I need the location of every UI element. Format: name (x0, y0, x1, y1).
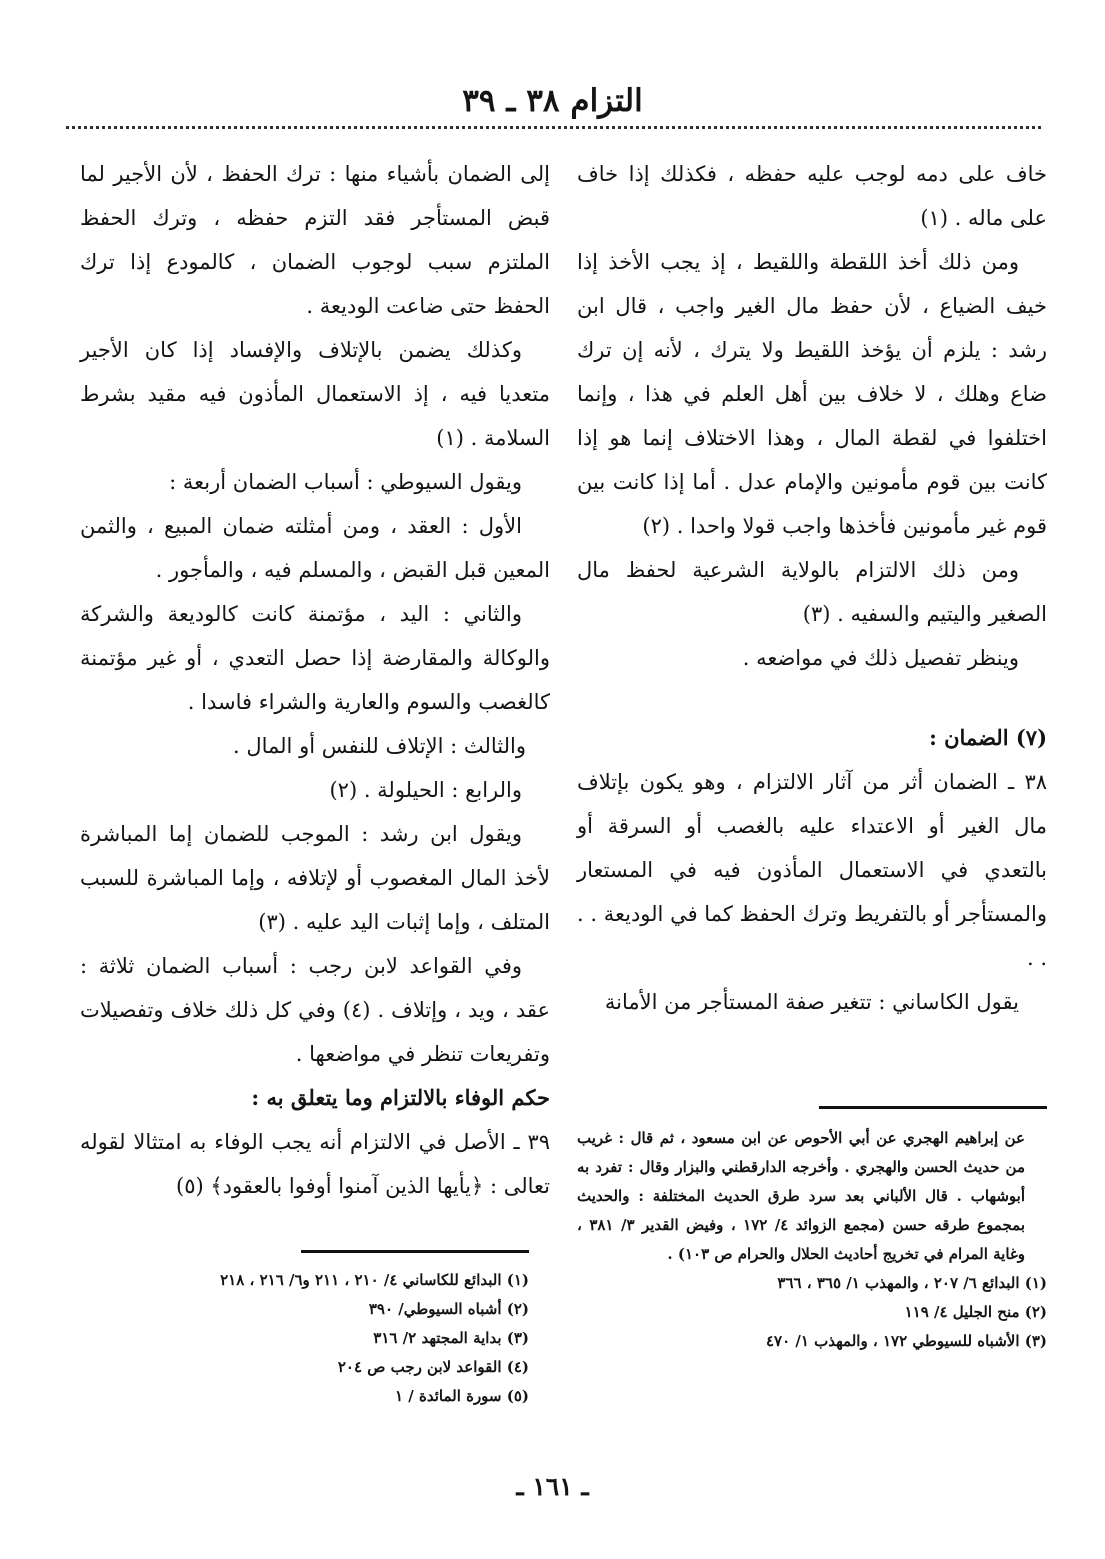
left-column (80, 152, 550, 1208)
paragraph: وكذلك يضمن بالإتلاف والإفساد إذا كان الأجير متعديا فيه ، إذ الاستعمال المأذون فيه مقيد بشرط السلامة . (١) (80, 338, 550, 450)
paragraph: خاف على دمه لوجب عليه حفظه ، فكذلك إذا خاف على ماله . (١) (577, 162, 1047, 230)
footnote: (٢) أشباه السيوطي/ ٣٩٠ (368, 1300, 529, 1318)
paragraph: الأول : العقد ، ومن أمثلته ضمان المبيع ، والثمن المعين قبل القبض ، والمسلم فيه ، والمأجور . (80, 514, 550, 582)
paragraph: والثاني : اليد ، مؤتمنة كانت كالوديعة والشركة والوكالة والمقارضة إذا حصل التعدي ، أو غير مؤتمنة كالغصب والسوم والعارية والشراء فاسدا . (80, 602, 550, 714)
footnote-continuation: عن إبراهيم الهجري عن أبي الأحوص عن ابن مسعود ، ثم قال : غريب من حديث الحسن والهجري . وأخرجه الدارقطني والبزار وقال : تفرد به أبوشهاب . قال الألباني بعد سرد طرق الحديث المختلفة : والحديث بمجموع طرقه حسن (مجمع الزوائد ٤/ ١٧٢ ، وفيض القدير ٣/ ٣٨١ ، وغاية المرام في تخريج أحاديث الحلال والحرام ص ١٠٣) . (577, 1129, 1025, 1263)
footnote: (١) البدائع ٦/ ٢٠٧ ، والمهذب ١/ ٣٦٥ ، ٣٦٦ (777, 1274, 1047, 1292)
footnote-divider (301, 1250, 529, 1253)
paragraph: وفي القواعد لابن رجب : أسباب الضمان ثلاثة : عقد ، ويد ، وإتلاف . (٤) وفي كل ذلك خلاف وتفصيلات وتفريعات تنظر في مواضعها . (80, 954, 551, 1066)
footnote: (٥) سورة المائدة / ١ (394, 1387, 529, 1405)
paragraph: وينظر تفصيل ذلك في مواضعه . (742, 646, 1019, 670)
page-number: ـ ١٦١ ـ (516, 1472, 589, 1501)
footnote: (٣) بداية المجتهد ٢/ ٣١٦ (373, 1329, 529, 1347)
paragraph: والرابع : الحيلولة . (٢) (329, 778, 522, 802)
paragraph: يقول الكاساني : تتغير صفة المستأجر من الأمانة (604, 990, 1019, 1014)
paragraph: إلى الضمان بأشياء منها : ترك الحفظ ، لأن الأجير لما قبض المستأجر فقد التزم حفظه ، وترك الحفظ الملتزم سبب لوجوب الضمان ، كالمودع إذا ترك الحفظ حتى ضاعت الوديعة . (80, 162, 550, 318)
footnote: (١) البدائع للكاساني ٤/ ٢١٠ ، ٢١١ و٦/ ٢١٦ ، ٢١٨ (220, 1271, 529, 1289)
paragraph: ٣٩ ـ الأصل في الالتزام أنه يجب الوفاء به امتثالا لقوله تعالى : ﴿يأيها الذين آمنوا أوفوا بالعقود﴾ (٥) (80, 1130, 550, 1198)
section-heading: (٧) الضمان : (929, 725, 1047, 750)
section-heading: حكم الوفاء بالالتزام وما يتعلق به : (251, 1085, 550, 1110)
paragraph: ٣٨ ـ الضمان أثر من آثار الالتزام ، وهو يكون بإتلاف مال الغير أو الاعتداء عليه بالغصب أو السرقة أو بالتعدي في الاستعمال المأذون فيه في المستعار والمستأجر أو بالتفريط وترك الحفظ كما في الوديعة . . . . (577, 770, 1047, 970)
paragraph: ويقول السيوطي : أسباب الضمان أربعة : (169, 470, 522, 494)
paragraph: ويقول ابن رشد : الموجب للضمان إما المباشرة لأخذ المال المغصوب أو لإتلافه ، وإما المباشرة للسبب المتلف ، وإما إثبات اليد عليه . (٣) (80, 822, 550, 934)
footnotes-right (577, 1124, 1047, 1356)
paragraph: ومن ذلك أخذ اللقطة واللقيط ، إذ يجب الأخذ إذا خيف الضياع ، لأن حفظ مال الغير واجب ، قال ابن رشد : يلزم أن يؤخذ اللقيط ولا يترك ، لأنه إن ترك ضاع وهلك ، لا خلاف بين أهل العلم في هذا ، وإنما اختلفوا في لقطة المال ، وهذا الاختلاف إنما هو إذا كانت بين قوم مأمونين والإمام عدل . أما إذا كانت بين قوم غير مأمونين فأخذها واجب قولا واحدا . (٢) (577, 250, 1047, 538)
footnote: (٣) الأشباه للسيوطي ١٧٢ ، والمهذب ١/ ٤٧٠ (765, 1332, 1047, 1350)
footnotes-left (59, 1266, 529, 1411)
running-header: التزام ٣٨ ـ ٣٩ (462, 83, 643, 119)
footnote-divider (819, 1106, 1047, 1109)
footnote: (٢) منح الجليل ٤/ ١١٩ (904, 1303, 1047, 1321)
footnote: (٤) القواعد لابن رجب ص ٢٠٤ (337, 1358, 529, 1376)
paragraph: والثالث : الإتلاف للنفس أو المال . (233, 734, 526, 758)
paragraph: ومن ذلك الالتزام بالولاية الشرعية لحفظ مال الصغير واليتيم والسفيه . (٣) (577, 558, 1047, 626)
right-column (577, 152, 1047, 1024)
section-gap (577, 680, 1047, 716)
header-divider (66, 126, 1041, 129)
